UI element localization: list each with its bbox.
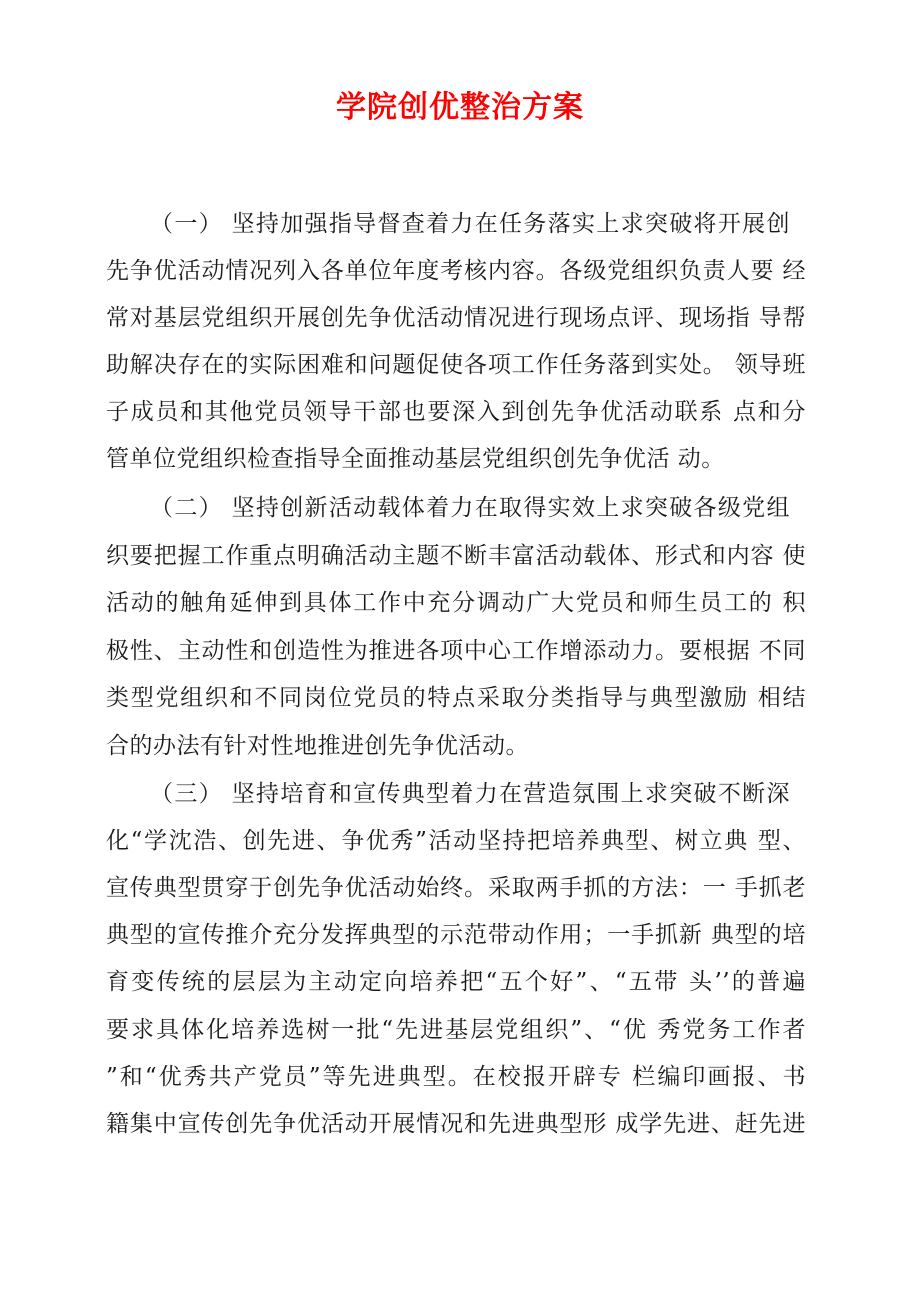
paragraph-3-line-6: 要求具体化培养选树一批“先进基层党组织”、“优 秀党务工作者 <box>106 1017 806 1043</box>
paragraph-2-line-4: 极性、主动性和创造性为推进各项中心工作增添动力。要根据 不同 <box>106 638 806 664</box>
paragraph-2-line-2: 织要把握工作重点明确活动主题不断丰富活动载体、形式和内容 使 <box>106 543 806 569</box>
paragraph-1-line-4: 助解决存在的实际困难和问题促使各项工作任务落到实处。 领导班 <box>106 352 806 378</box>
paragraph-1-line-6: 管单位党组织检查指导全面推动基层党组织创先争优活 动。 <box>106 446 725 472</box>
paragraph-3-line-3: 宣传典型贯穿于创先争优活动始终。采取两手抓的方法：一 手抓老 <box>106 875 806 901</box>
paragraph-2-line-1: （二） 坚持创新活动载体着力在取得实效上求突破各级党组 <box>150 495 790 521</box>
paragraph-3-line-2: 化“学沈浩、创先进、争优秀”活动坚持把培养典型、树立典 型、 <box>106 828 806 854</box>
paragraph-3-line-7: ”和“优秀共产党员”等先进典型。在校报开辟专 栏编印画报、书 <box>106 1064 806 1090</box>
paragraph-3-line-8: 籍集中宣传创先争优活动开展情况和先进典型形 成学先进、赶先进 <box>106 1111 806 1137</box>
paragraph-2-line-3: 活动的触角延伸到具体工作中充分调动广大党员和师生员工的 积 <box>106 590 806 616</box>
paragraph-3-line-1: （三） 坚持培育和宣传典型着力在营造氛围上求突破不断深 <box>150 781 790 807</box>
paragraph-1-line-5: 子成员和其他党员领导干部也要深入到创先争优活动联系 点和分 <box>106 399 806 425</box>
paragraph-1-line-3: 常对基层党组织开展创先争优活动情况进行现场点评、现场指 导帮 <box>106 305 806 331</box>
paragraph-3-line-5: 育变传统的层层为主动定向培养把“五个好”、“五带 头’’的普遍 <box>106 969 806 995</box>
paragraph-1-line-2: 先争优活动情况列入各单位年度考核内容。各级党组织负责人要 经 <box>106 258 806 284</box>
paragraph-1-line-1: （一） 坚持加强指导督查着力在任务落实上求突破将开展创 <box>150 211 790 237</box>
paragraph-2-line-6: 合的办法有针对性地推进创先争优活动。 <box>106 733 529 759</box>
paragraph-3-line-4: 典型的宣传推介充分发挥典型的示范带动作用；一手抓新 典型的培 <box>106 922 806 948</box>
document-title: 学院创优整治方案 <box>336 90 584 125</box>
paragraph-2-line-5: 类型党组织和不同岗位党员的特点采取分类指导与典型激励 相结 <box>106 685 806 711</box>
